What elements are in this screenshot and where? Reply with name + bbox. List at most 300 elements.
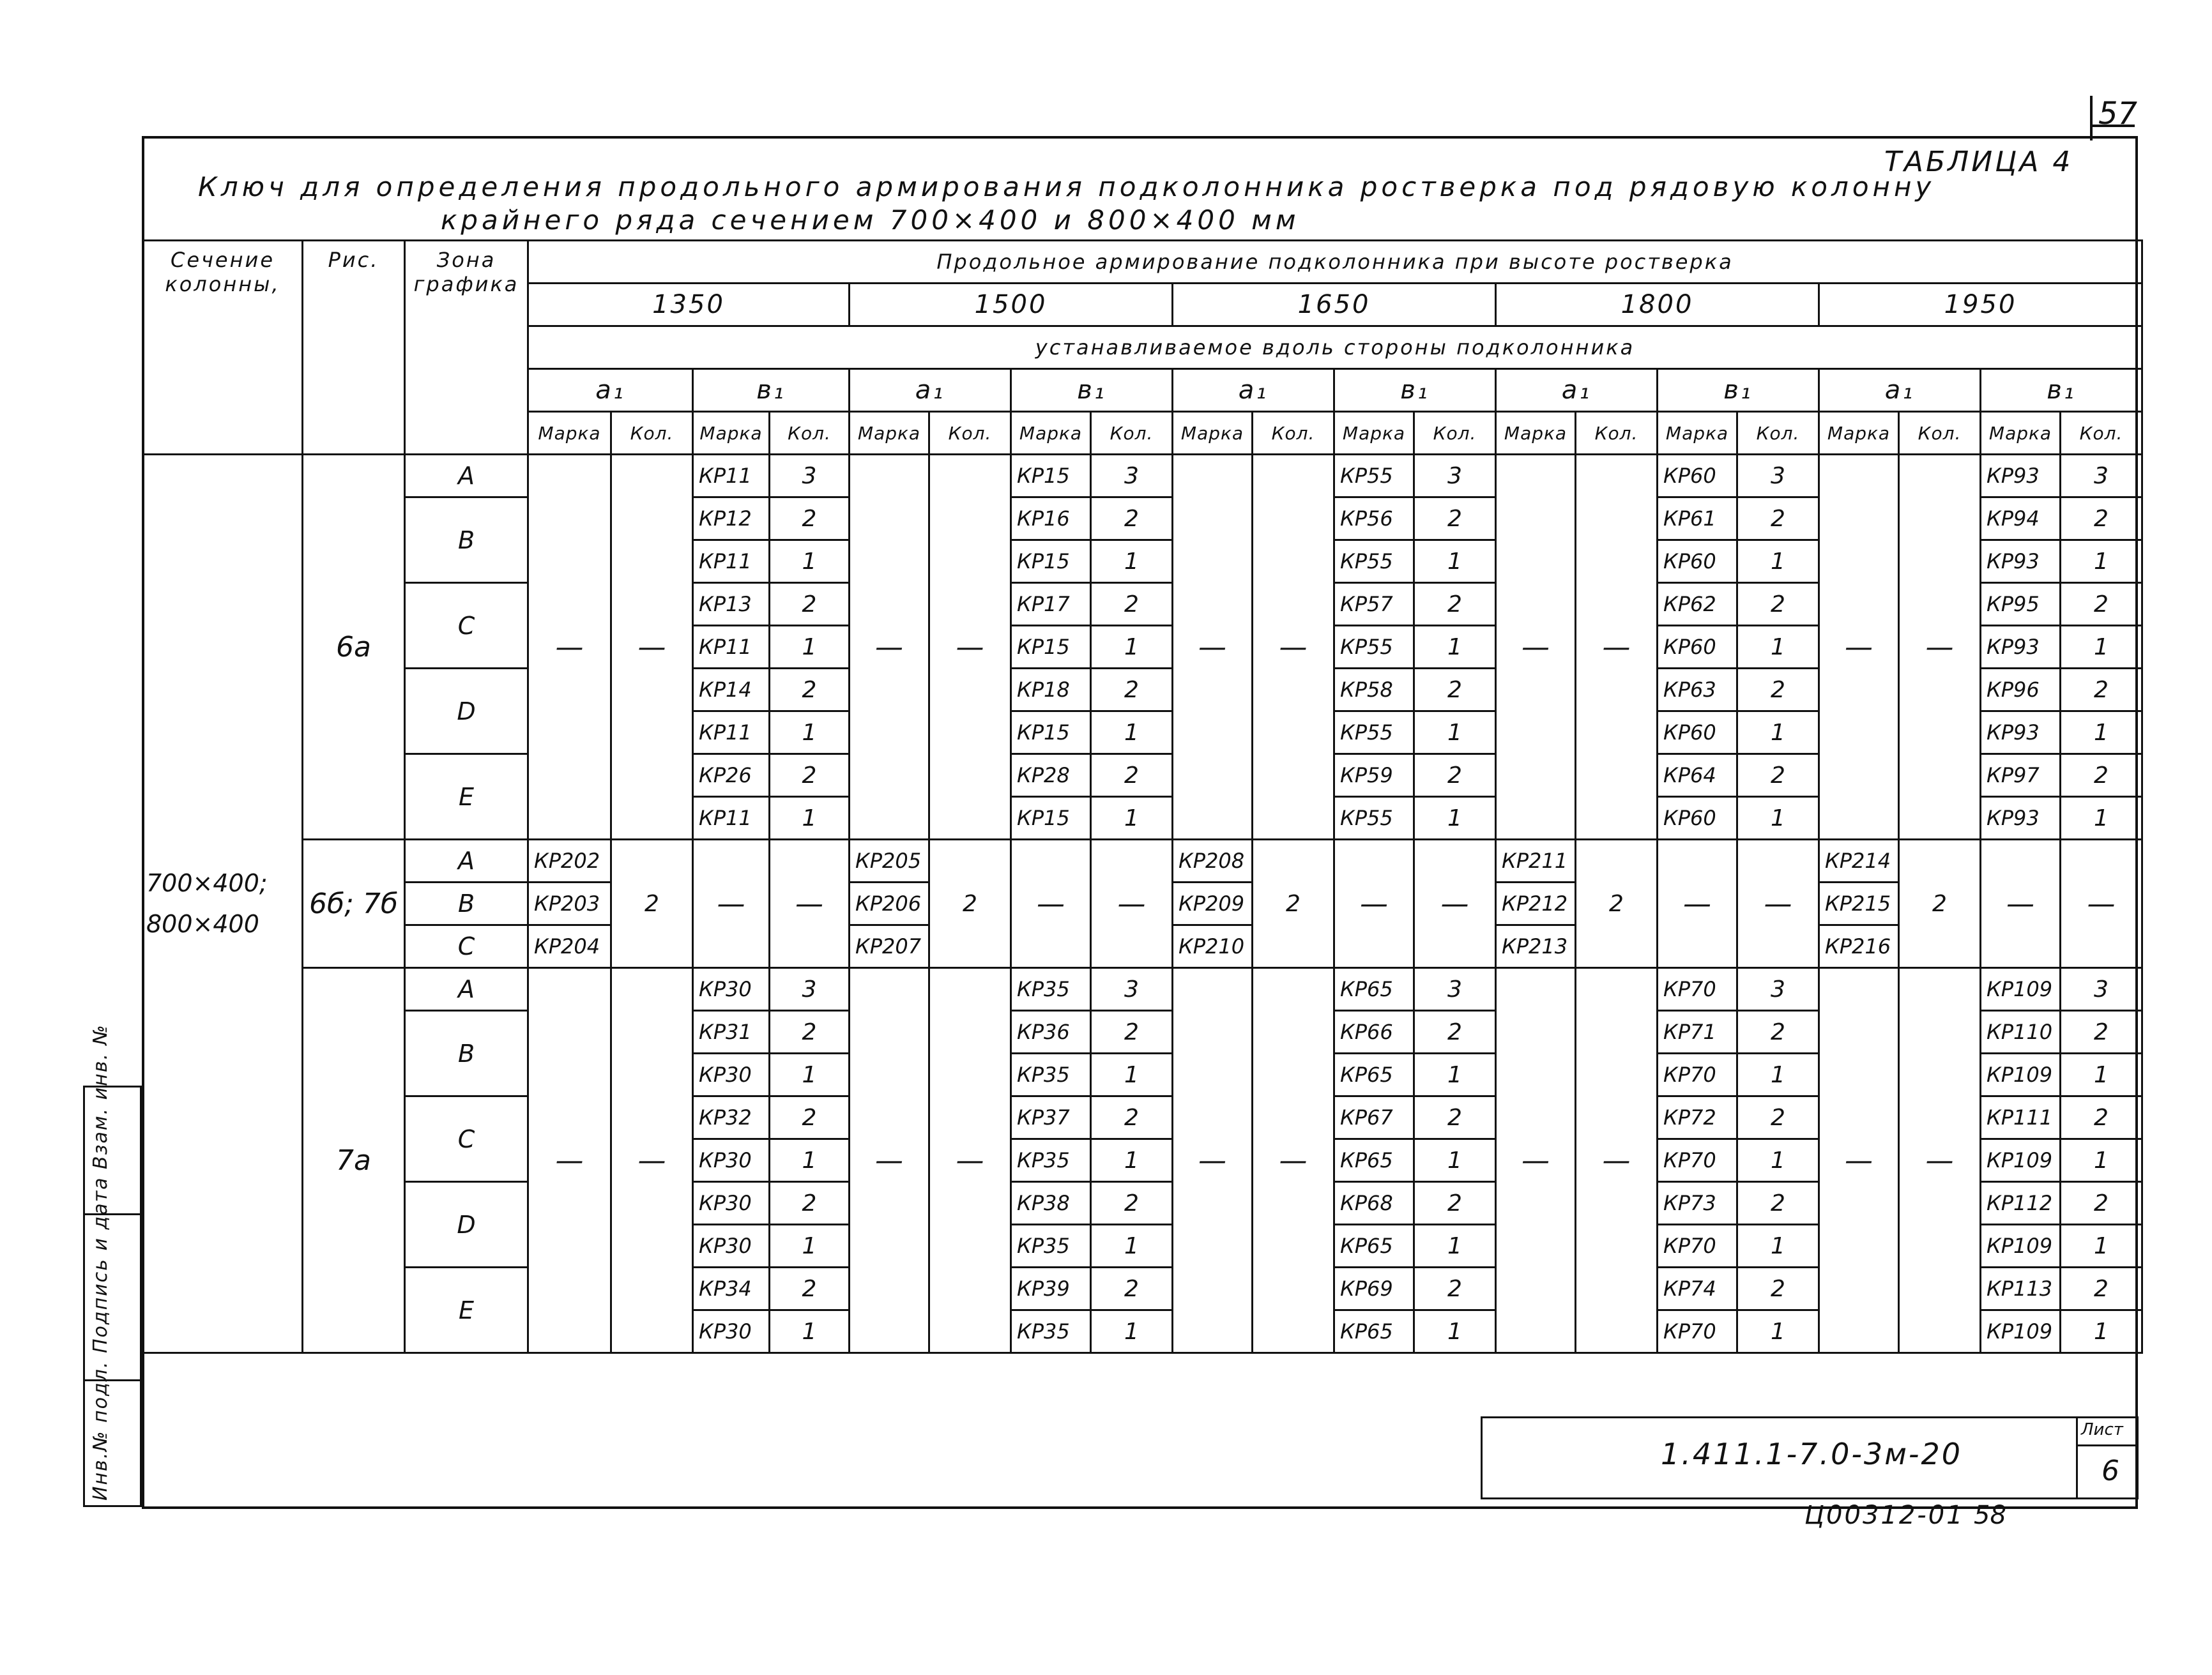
archive-code: Ц00312-01 <box>1804 1501 1965 1530</box>
b-mark: КР30 <box>693 1182 770 1225</box>
b-count: 1 <box>770 1310 850 1353</box>
b-count-dash: — <box>770 840 850 968</box>
a-count: 2 <box>611 840 693 968</box>
b-mark: КР70 <box>1658 1225 1737 1268</box>
b-mark: КР28 <box>1011 754 1091 797</box>
reinforcement-table <box>142 239 2143 1354</box>
b-mark: КР70 <box>1658 968 1737 1011</box>
header-count: Кол. <box>1576 412 1658 455</box>
a-count-dash: — <box>929 455 1011 840</box>
b-count: 2 <box>1414 1096 1496 1139</box>
b-mark: КР38 <box>1011 1182 1091 1225</box>
b-count: 2 <box>1091 497 1173 540</box>
b-mark-dash: — <box>1658 840 1737 968</box>
header-mark: Марка <box>1496 412 1576 455</box>
a-mark: КР209 <box>1173 883 1253 925</box>
b-mark: КР11 <box>693 455 770 497</box>
b-mark: КР35 <box>1011 1054 1091 1096</box>
b-count: 1 <box>1091 797 1173 840</box>
header-section: Сечение колонны, <box>143 241 303 455</box>
b-count: 2 <box>2061 1011 2142 1054</box>
b-mark: КР35 <box>1011 1139 1091 1182</box>
header-height: 1650 <box>1173 284 1496 326</box>
header-height: 1350 <box>528 284 850 326</box>
table-row <box>143 455 2142 497</box>
b-mark: КР60 <box>1658 540 1737 583</box>
b-count: 2 <box>1737 497 1819 540</box>
b-count: 3 <box>1414 455 1496 497</box>
b-mark: КР109 <box>1981 1310 2061 1353</box>
zone-cell: Е <box>405 1268 528 1353</box>
header-side: в₁ <box>1334 369 1496 412</box>
zone-cell: D <box>405 1182 528 1268</box>
b-mark: КР70 <box>1658 1139 1737 1182</box>
b-mark: КР65 <box>1334 968 1414 1011</box>
b-count: 1 <box>1091 711 1173 754</box>
zone-cell: В <box>405 497 528 583</box>
corner-line <box>2090 96 2093 140</box>
b-mark: КР109 <box>1981 968 2061 1011</box>
a-count: 2 <box>1899 840 1981 968</box>
header-count: Кол. <box>1414 412 1496 455</box>
a-mark: КР203 <box>528 883 611 925</box>
table-number: ТАБЛИЦА 4 <box>1884 146 2073 178</box>
b-count: 1 <box>1414 1054 1496 1096</box>
zone-cell: Е <box>405 754 528 840</box>
b-mark: КР37 <box>1011 1096 1091 1139</box>
b-count: 2 <box>1737 1011 1819 1054</box>
sheet-divider <box>2076 1444 2139 1446</box>
b-mark: КР14 <box>693 669 770 711</box>
zone-cell: С <box>405 1096 528 1182</box>
sheet-label: Лист <box>2081 1420 2123 1439</box>
b-count: 1 <box>2061 1054 2142 1096</box>
b-mark: КР69 <box>1334 1268 1414 1310</box>
b-count: 2 <box>1091 583 1173 626</box>
a-count-dash: — <box>1253 968 1334 1353</box>
b-mark: КР15 <box>1011 455 1091 497</box>
b-mark: КР55 <box>1334 540 1414 583</box>
b-count: 2 <box>2061 754 2142 797</box>
b-count-dash: — <box>1091 840 1173 968</box>
b-count: 1 <box>1414 626 1496 669</box>
b-count: 2 <box>2061 669 2142 711</box>
b-mark: КР55 <box>1334 711 1414 754</box>
a-mark: КР215 <box>1819 883 1899 925</box>
header-side: в₁ <box>1011 369 1173 412</box>
b-count: 2 <box>1414 497 1496 540</box>
b-mark: КР63 <box>1658 669 1737 711</box>
b-count: 2 <box>1091 1268 1173 1310</box>
header-mark: Марка <box>1981 412 2061 455</box>
b-mark: КР11 <box>693 626 770 669</box>
b-count: 2 <box>2061 1096 2142 1139</box>
a-mark-dash: — <box>1819 455 1899 840</box>
header-height: 1800 <box>1496 284 1819 326</box>
a-mark-dash: — <box>1496 455 1576 840</box>
b-mark: КР71 <box>1658 1011 1737 1054</box>
b-mark: КР93 <box>1981 540 2061 583</box>
a-mark: КР205 <box>850 840 929 883</box>
a-mark-dash: — <box>528 968 611 1353</box>
b-count: 1 <box>2061 711 2142 754</box>
b-count: 1 <box>1091 626 1173 669</box>
a-count-dash: — <box>611 455 693 840</box>
b-mark: КР35 <box>1011 1310 1091 1353</box>
table-row <box>143 840 2142 883</box>
b-count: 1 <box>1414 797 1496 840</box>
header-side: в₁ <box>1981 369 2142 412</box>
b-mark-dash: — <box>1011 840 1091 968</box>
a-mark-dash: — <box>850 455 929 840</box>
b-mark: КР35 <box>1011 968 1091 1011</box>
b-mark: КР95 <box>1981 583 2061 626</box>
b-count: 2 <box>1091 669 1173 711</box>
b-count: 1 <box>2061 1310 2142 1353</box>
b-count: 1 <box>2061 1225 2142 1268</box>
b-count: 2 <box>2061 1182 2142 1225</box>
header-side: a₁ <box>1173 369 1334 412</box>
header-mark: Марка <box>1011 412 1091 455</box>
a-mark: КР210 <box>1173 925 1253 968</box>
b-mark: КР109 <box>1981 1139 2061 1182</box>
b-mark: КР94 <box>1981 497 2061 540</box>
b-mark: КР67 <box>1334 1096 1414 1139</box>
b-mark: КР60 <box>1658 797 1737 840</box>
b-count: 1 <box>1737 1225 1819 1268</box>
b-mark: КР12 <box>693 497 770 540</box>
zone-cell: С <box>405 925 528 968</box>
b-count: 2 <box>770 754 850 797</box>
b-mark: КР109 <box>1981 1054 2061 1096</box>
a-count-dash: — <box>1253 455 1334 840</box>
header-row <box>143 241 2142 284</box>
b-count: 1 <box>1414 711 1496 754</box>
b-mark: КР30 <box>693 1310 770 1353</box>
b-count: 3 <box>1737 968 1819 1011</box>
b-mark: КР65 <box>1334 1139 1414 1182</box>
table-subtitle: крайнего ряда сечением 700×400 и 800×400 мм <box>441 204 1300 236</box>
b-mark: КР68 <box>1334 1182 1414 1225</box>
header-side: a₁ <box>1819 369 1981 412</box>
b-count: 2 <box>1737 583 1819 626</box>
b-count: 1 <box>1737 711 1819 754</box>
b-mark: КР30 <box>693 1054 770 1096</box>
b-mark: КР113 <box>1981 1268 2061 1310</box>
b-count: 2 <box>1737 754 1819 797</box>
b-count-dash: — <box>2061 840 2142 968</box>
a-count: 2 <box>1253 840 1334 968</box>
header-height: 1500 <box>850 284 1173 326</box>
b-count: 1 <box>770 711 850 754</box>
b-count: 1 <box>2061 540 2142 583</box>
b-mark: КР39 <box>1011 1268 1091 1310</box>
b-count: 1 <box>2061 626 2142 669</box>
table-title: Ключ для определения продольного армирования подколонника ростверка под рядовую колонну <box>198 171 1935 202</box>
b-count: 2 <box>770 1268 850 1310</box>
b-count: 1 <box>1414 540 1496 583</box>
header-side: a₁ <box>1496 369 1658 412</box>
b-count: 2 <box>2061 583 2142 626</box>
b-mark: КР60 <box>1658 626 1737 669</box>
b-mark: КР56 <box>1334 497 1414 540</box>
b-count: 2 <box>1414 669 1496 711</box>
b-mark: КР30 <box>693 1139 770 1182</box>
zone-cell: С <box>405 583 528 669</box>
b-mark: КР110 <box>1981 1011 2061 1054</box>
a-count: 2 <box>1576 840 1658 968</box>
b-count: 1 <box>1737 1054 1819 1096</box>
b-count: 2 <box>1414 1011 1496 1054</box>
a-mark-dash: — <box>1819 968 1899 1353</box>
b-count: 2 <box>1414 583 1496 626</box>
b-mark: КР111 <box>1981 1096 2061 1139</box>
a-count-dash: — <box>1576 455 1658 840</box>
a-mark: КР208 <box>1173 840 1253 883</box>
header-mark: Марка <box>1173 412 1253 455</box>
b-count: 3 <box>2061 455 2142 497</box>
b-count: 3 <box>1737 455 1819 497</box>
b-count: 2 <box>1091 754 1173 797</box>
b-count: 1 <box>2061 1139 2142 1182</box>
b-mark: КР11 <box>693 540 770 583</box>
b-count: 1 <box>770 1054 850 1096</box>
b-mark-dash: — <box>1981 840 2061 968</box>
b-mark: КР55 <box>1334 455 1414 497</box>
a-count: 2 <box>929 840 1011 968</box>
a-count-dash: — <box>1899 968 1981 1353</box>
header-count: Кол. <box>1899 412 1981 455</box>
b-count: 3 <box>1091 455 1173 497</box>
header-zone: Зона графика <box>405 241 528 455</box>
b-mark: КР70 <box>1658 1310 1737 1353</box>
b-mark: КР109 <box>1981 1225 2061 1268</box>
b-mark: КР15 <box>1011 711 1091 754</box>
b-count: 1 <box>1737 1310 1819 1353</box>
b-count: 3 <box>2061 968 2142 1011</box>
a-mark: КР212 <box>1496 883 1576 925</box>
b-mark-dash: — <box>693 840 770 968</box>
b-mark: КР65 <box>1334 1310 1414 1353</box>
zone-cell: А <box>405 968 528 1011</box>
fig-cell: 7а <box>303 968 405 1353</box>
b-mark: КР60 <box>1658 455 1737 497</box>
b-count: 2 <box>1737 1182 1819 1225</box>
b-mark: КР93 <box>1981 455 2061 497</box>
b-mark: КР15 <box>1011 797 1091 840</box>
a-mark: КР214 <box>1819 840 1899 883</box>
sheet-number: 6 <box>2101 1455 2119 1487</box>
b-mark: КР32 <box>693 1096 770 1139</box>
b-mark: КР112 <box>1981 1182 2061 1225</box>
b-count: 2 <box>770 669 850 711</box>
a-mark-dash: — <box>1173 968 1253 1353</box>
header-count: Кол. <box>1091 412 1173 455</box>
header-main: Продольное армирование подколонника при высоте ростверка <box>528 241 2142 284</box>
b-count: 2 <box>770 1096 850 1139</box>
b-mark: КР59 <box>1334 754 1414 797</box>
b-mark: КР31 <box>693 1011 770 1054</box>
header-count: Кол. <box>1737 412 1819 455</box>
b-count: 2 <box>1737 669 1819 711</box>
b-mark: КР65 <box>1334 1225 1414 1268</box>
section-value: 800×400 <box>146 910 259 938</box>
b-mark: КР26 <box>693 754 770 797</box>
b-count: 2 <box>770 1182 850 1225</box>
b-mark: КР72 <box>1658 1096 1737 1139</box>
b-count: 1 <box>770 797 850 840</box>
a-mark-dash: — <box>528 455 611 840</box>
fig-cell: 6б; 7б <box>303 840 405 968</box>
b-count: 2 <box>770 497 850 540</box>
zone-cell: А <box>405 840 528 883</box>
b-count: 2 <box>1737 1268 1819 1310</box>
b-mark: КР36 <box>1011 1011 1091 1054</box>
a-count-dash: — <box>1576 968 1658 1353</box>
b-mark: КР61 <box>1658 497 1737 540</box>
header-mark: Марка <box>850 412 929 455</box>
b-count: 1 <box>2061 797 2142 840</box>
zone-cell: А <box>405 455 528 497</box>
b-count: 2 <box>1414 1268 1496 1310</box>
b-count: 2 <box>1091 1096 1173 1139</box>
b-count: 1 <box>770 1225 850 1268</box>
b-mark: КР97 <box>1981 754 2061 797</box>
b-count-dash: — <box>1737 840 1819 968</box>
b-count: 2 <box>1414 754 1496 797</box>
header-mark: Марка <box>528 412 611 455</box>
b-mark: КР55 <box>1334 626 1414 669</box>
a-mark-dash: — <box>1496 968 1576 1353</box>
b-mark: КР96 <box>1981 669 2061 711</box>
b-mark: КР35 <box>1011 1225 1091 1268</box>
b-mark: КР18 <box>1011 669 1091 711</box>
b-mark: КР11 <box>693 797 770 840</box>
b-count: 2 <box>770 1011 850 1054</box>
b-count: 2 <box>2061 497 2142 540</box>
b-mark: КР60 <box>1658 711 1737 754</box>
archive-page: 58 <box>1974 1501 2006 1530</box>
b-mark: КР64 <box>1658 754 1737 797</box>
b-mark: КР30 <box>693 968 770 1011</box>
b-count: 1 <box>770 626 850 669</box>
header-side: a₁ <box>850 369 1011 412</box>
a-mark: КР202 <box>528 840 611 883</box>
a-mark-dash: — <box>1173 455 1253 840</box>
b-mark: КР34 <box>693 1268 770 1310</box>
header-mark: Марка <box>1819 412 1899 455</box>
b-count: 2 <box>1414 1182 1496 1225</box>
a-mark: КР213 <box>1496 925 1576 968</box>
header-mark: Марка <box>693 412 770 455</box>
b-count: 1 <box>1414 1139 1496 1182</box>
document-code: 1.411.1-7.0-3м-20 <box>1661 1437 1963 1471</box>
header-mark: Марка <box>1658 412 1737 455</box>
b-count: 2 <box>2061 1268 2142 1310</box>
b-mark: КР55 <box>1334 797 1414 840</box>
b-count: 1 <box>1091 1310 1173 1353</box>
b-count: 1 <box>1737 626 1819 669</box>
section-cell <box>143 455 303 1353</box>
b-mark: КР62 <box>1658 583 1737 626</box>
b-count: 2 <box>1091 1011 1173 1054</box>
header-count: Кол. <box>611 412 693 455</box>
header-side: в₁ <box>1658 369 1819 412</box>
a-mark: КР204 <box>528 925 611 968</box>
b-count: 1 <box>1737 540 1819 583</box>
table-row <box>143 968 2142 1011</box>
b-mark-dash: — <box>1334 840 1414 968</box>
side-stamp-text: Инв.№ подл. Подпись и дата Взам. инв. № <box>89 1024 112 1501</box>
b-mark: КР16 <box>1011 497 1091 540</box>
b-mark: КР13 <box>693 583 770 626</box>
b-count: 1 <box>770 540 850 583</box>
b-count: 1 <box>1091 1225 1173 1268</box>
b-mark: КР15 <box>1011 540 1091 583</box>
b-mark: КР70 <box>1658 1054 1737 1096</box>
b-mark: КР66 <box>1334 1011 1414 1054</box>
b-count: 3 <box>770 968 850 1011</box>
a-mark: КР207 <box>850 925 929 968</box>
a-mark: КР206 <box>850 883 929 925</box>
b-count: 1 <box>770 1139 850 1182</box>
b-count: 1 <box>1414 1310 1496 1353</box>
b-count: 3 <box>1414 968 1496 1011</box>
b-count: 1 <box>1414 1225 1496 1268</box>
b-mark: КР65 <box>1334 1054 1414 1096</box>
a-count-dash: — <box>611 968 693 1353</box>
header-side: в₁ <box>693 369 850 412</box>
b-mark: КР57 <box>1334 583 1414 626</box>
a-mark: КР216 <box>1819 925 1899 968</box>
page-number: 57 <box>2098 96 2138 132</box>
b-mark: КР73 <box>1658 1182 1737 1225</box>
b-count-dash: — <box>1414 840 1496 968</box>
b-mark: КР74 <box>1658 1268 1737 1310</box>
header-count: Кол. <box>770 412 850 455</box>
zone-cell: В <box>405 883 528 925</box>
header-mark: Марка <box>1334 412 1414 455</box>
header-installed: устанавливаемое вдоль стороны подколонника <box>528 326 2142 369</box>
b-mark: КР30 <box>693 1225 770 1268</box>
zone-cell: В <box>405 1011 528 1096</box>
header-side: a₁ <box>528 369 693 412</box>
b-count: 1 <box>1737 797 1819 840</box>
b-mark: КР93 <box>1981 626 2061 669</box>
b-mark: КР11 <box>693 711 770 754</box>
header-fig: Рис. <box>303 241 405 455</box>
b-count: 1 <box>1091 1054 1173 1096</box>
b-mark: КР93 <box>1981 797 2061 840</box>
b-mark: КР15 <box>1011 626 1091 669</box>
zone-cell: D <box>405 669 528 754</box>
header-height: 1950 <box>1819 284 2142 326</box>
fig-cell: 6а <box>303 455 405 840</box>
b-count: 2 <box>1091 1182 1173 1225</box>
header-count: Кол. <box>2061 412 2142 455</box>
b-count: 2 <box>1737 1096 1819 1139</box>
b-count: 2 <box>770 583 850 626</box>
b-mark: КР93 <box>1981 711 2061 754</box>
section-value: 700×400; <box>146 869 268 897</box>
a-mark: КР211 <box>1496 840 1576 883</box>
b-count: 1 <box>1091 1139 1173 1182</box>
b-count: 3 <box>770 455 850 497</box>
b-count: 3 <box>1091 968 1173 1011</box>
b-mark: КР17 <box>1011 583 1091 626</box>
b-mark: КР58 <box>1334 669 1414 711</box>
a-mark-dash: — <box>850 968 929 1353</box>
